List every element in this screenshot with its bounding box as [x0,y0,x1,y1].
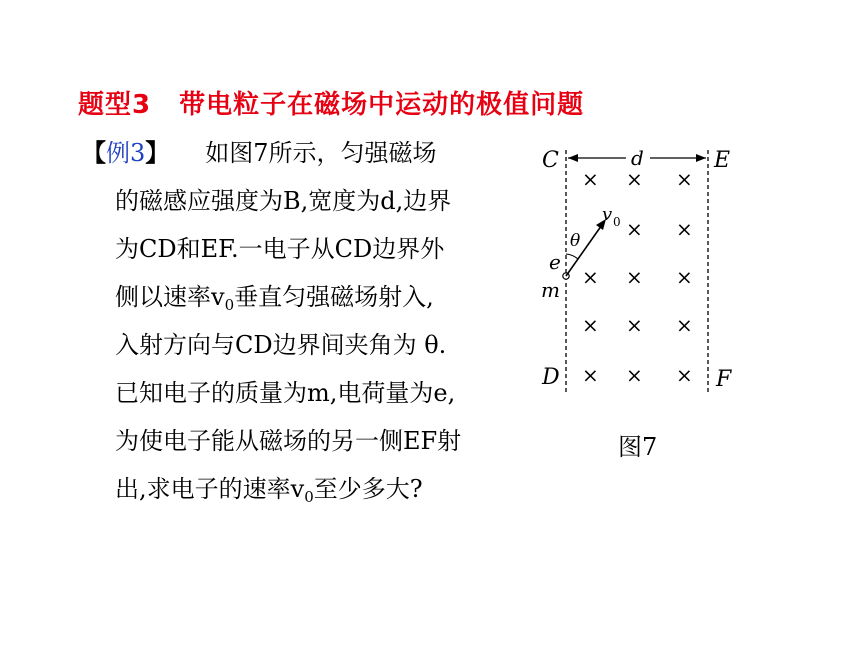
problem-line-4-post: 垂直匀强磁场射入, [234,283,434,311]
example-open-bracket: 【 [82,138,106,167]
problem-line-2: 的磁感应强度为B,宽度为d,边界 [115,187,452,215]
field-cross: × [676,313,693,337]
example-close-bracket: 】 [145,138,170,167]
field-cross: × [582,313,599,337]
field-crosses [582,167,693,387]
label-e: E [714,148,731,173]
label-theta: θ [570,231,581,251]
problem-text-line-1: 如图7所示，匀强磁场 [205,139,437,167]
width-arrowhead-left [568,154,578,162]
problem-type-label: 题型3 [78,90,152,120]
label-c: C [542,148,559,173]
problem-line-8-post: 至少多大? [313,475,423,503]
problem-line-5: 入射方向与CD边界间夹角为 θ. [115,331,447,359]
field-cross: × [582,363,599,387]
field-cross: × [626,313,643,337]
label-electron: e [549,250,561,274]
field-cross: × [676,265,693,289]
width-arrowhead-right [696,154,706,162]
field-cross: × [626,363,643,387]
problem-type-text: 带电粒子在磁场中运动的极值问题 [179,90,585,120]
angle-arc [566,254,578,259]
problem-line-3: 为CD和EF.一电子从CD边界外 [115,235,445,263]
velocity-subscript-2: 0 [304,488,314,506]
problem-line-4-pre: 侧以速率v [115,283,225,311]
label-d: D [542,365,560,390]
example-label: 例3 [106,139,146,167]
label-v-sub: 0 [613,215,621,229]
problem-line-6: 已知电子的质量为m,电荷量为e, [115,379,456,407]
label-mass: m [541,278,560,302]
label-f: F [716,367,732,392]
velocity-subscript: 0 [224,296,235,314]
field-cross: × [582,265,599,289]
field-cross: × [676,363,693,387]
field-cross: × [626,167,643,191]
problem-line-8-pre: 出,求电子的速率v [115,475,305,503]
figure-caption: 图7 [618,433,658,461]
field-cross: × [626,217,643,241]
field-cross: × [582,167,599,191]
field-cross: × [676,167,693,191]
field-cross: × [676,217,693,241]
label-v: v [602,204,613,225]
label-d-width: d [631,146,644,170]
problem-line-7: 为使电子能从磁场的另一侧EF射 [115,427,462,455]
field-cross: × [626,265,643,289]
